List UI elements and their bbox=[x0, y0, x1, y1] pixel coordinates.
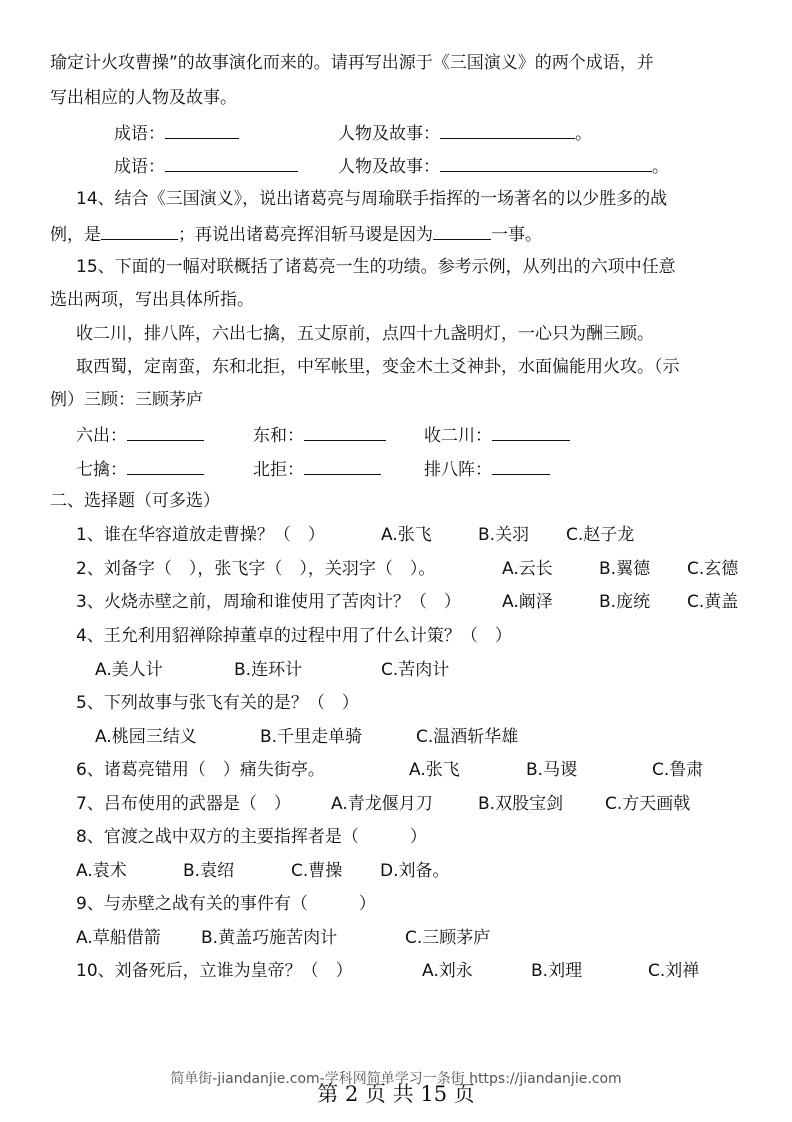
option[interactable]: A.张飞 bbox=[409, 760, 460, 780]
question-stem: 8、官渡之战中双方的主要指挥者是（ ） bbox=[76, 827, 427, 847]
label: 六出： bbox=[76, 426, 127, 446]
question-stem: 6、诸葛亮错用（ ）痛失街亭。 bbox=[76, 760, 325, 780]
text: 一事。 bbox=[491, 225, 542, 245]
option[interactable]: C.苦肉计 bbox=[381, 660, 450, 680]
option[interactable]: B.双股宝剑 bbox=[478, 794, 564, 814]
option[interactable]: B.庞统 bbox=[599, 592, 651, 612]
option[interactable]: B.连环计 bbox=[234, 660, 303, 680]
option[interactable]: C.温酒斩华雄 bbox=[416, 727, 519, 747]
label: 东和： bbox=[253, 426, 304, 446]
option[interactable]: A.青龙偃月刀 bbox=[331, 794, 433, 814]
answer-blank[interactable] bbox=[165, 154, 298, 172]
option[interactable]: B.马谡 bbox=[526, 760, 578, 780]
answer-blank[interactable] bbox=[304, 423, 386, 441]
text: 例，是 bbox=[50, 225, 101, 245]
footer-site-text: 简单街-jiandanjie.com-学科网简单学习一条街 https://jiandanjie.com bbox=[170, 1071, 622, 1087]
idiom-label: 成语： bbox=[114, 157, 165, 177]
option[interactable]: C.鲁肃 bbox=[652, 760, 704, 780]
question-15-cont: 选出两项，写出具体所指。 bbox=[50, 290, 254, 310]
option[interactable]: C.赵子龙 bbox=[566, 525, 635, 545]
fill-bazhen bbox=[424, 457, 550, 481]
option[interactable]: A.袁术 bbox=[76, 861, 127, 881]
option[interactable]: A.张飞 bbox=[381, 525, 432, 545]
couplet-line: 取西蜀，定南蛮，东和北拒，中军帐里，变金木土爻神卦，水面偏能用火攻。（示 bbox=[76, 357, 680, 377]
paragraph-line: 瑜定计火攻曹操”的故事演化而来的。请再写出源于《三国演义》的两个成语，并 bbox=[50, 53, 654, 73]
option[interactable]: A.草船借箭 bbox=[76, 928, 161, 948]
option[interactable]: B.刘理 bbox=[531, 961, 583, 981]
fill-beiju bbox=[253, 457, 381, 481]
question-stem: 2、刘备字（ ），张飞字（ ），关羽字（ ）。 bbox=[76, 559, 436, 579]
story-fill-row bbox=[338, 121, 592, 145]
answer-blank[interactable] bbox=[304, 457, 381, 475]
answer-blank[interactable] bbox=[127, 457, 204, 475]
option[interactable]: A.美人计 bbox=[95, 660, 163, 680]
option[interactable]: A.阚泽 bbox=[502, 592, 553, 612]
option[interactable]: A.桃园三结义 bbox=[95, 727, 197, 747]
fill-qiqin bbox=[76, 457, 204, 481]
question-14: 14、结合《三国演义》，说出诸葛亮与周瑜联手指挥的一场著名的以少胜多的战 bbox=[76, 189, 668, 209]
option[interactable]: B.千里走单骑 bbox=[260, 727, 363, 747]
label: 北拒： bbox=[253, 460, 304, 480]
question-stem: 10、刘备死后，立谁为皇帝？（ ） bbox=[76, 961, 353, 981]
option[interactable]: C.方天画戟 bbox=[605, 794, 691, 814]
question-stem: 9、与赤壁之战有关的事件有（ ） bbox=[76, 894, 376, 914]
idiom-label: 成语： bbox=[114, 124, 165, 144]
fill-liuchu bbox=[76, 423, 204, 447]
couplet-example: 例）三顾：三顾茅庐 bbox=[50, 390, 203, 410]
section-heading: 二、选择题（可多选） bbox=[50, 491, 220, 511]
question-15: 15、下面的一幅对联概括了诸葛亮一生的功绩。参考示例，从列出的六项中任意 bbox=[76, 257, 676, 277]
option[interactable]: C.曹操 bbox=[291, 861, 343, 881]
answer-blank[interactable] bbox=[165, 121, 239, 139]
text: ；再说出诸葛亮挥泪斩马谡是因为 bbox=[178, 225, 433, 245]
story-label: 人物及故事： bbox=[338, 157, 440, 177]
paragraph-line: 写出相应的人物及故事。 bbox=[50, 88, 237, 108]
period: 。 bbox=[575, 124, 592, 144]
question-stem: 5、下列故事与张飞有关的是？（ ） bbox=[76, 693, 359, 713]
answer-blank[interactable] bbox=[492, 457, 550, 475]
label: 收二川： bbox=[424, 426, 492, 446]
page-number: 第 2 页 共 15 页 bbox=[317, 1082, 475, 1106]
answer-blank[interactable] bbox=[101, 222, 178, 240]
option[interactable]: C.黄盖 bbox=[687, 592, 739, 612]
label: 排八阵： bbox=[424, 460, 492, 480]
answer-blank[interactable] bbox=[433, 222, 491, 240]
option[interactable]: D.刘备。 bbox=[380, 861, 450, 881]
option[interactable]: B.黄盖巧施苦肉计 bbox=[201, 928, 338, 948]
question-stem: 4、王允利用貂禅除掉董卓的过程中用了什么计策？（ ） bbox=[76, 626, 512, 646]
fill-donghe bbox=[253, 423, 386, 447]
answer-blank[interactable] bbox=[440, 154, 652, 172]
question-stem: 3、火烧赤壁之前，周瑜和谁使用了苦肉计？（ ） bbox=[76, 592, 461, 612]
fill-shouerchuan bbox=[424, 423, 570, 447]
story-label: 人物及故事： bbox=[338, 124, 440, 144]
answer-blank[interactable] bbox=[440, 121, 575, 139]
option[interactable]: C.玄德 bbox=[687, 559, 739, 579]
option[interactable]: B.袁绍 bbox=[183, 861, 235, 881]
question-stem: 1、谁在华容道放走曹操？（ ） bbox=[76, 525, 325, 545]
option[interactable]: C.三顾茅庐 bbox=[405, 928, 491, 948]
story-fill-row bbox=[338, 154, 669, 178]
answer-blank[interactable] bbox=[127, 423, 204, 441]
option[interactable]: B.关羽 bbox=[478, 525, 530, 545]
answer-blank[interactable] bbox=[492, 423, 570, 441]
idiom-fill-row bbox=[114, 121, 239, 145]
question-stem: 7、吕布使用的武器是（ ） bbox=[76, 794, 291, 814]
couplet-line: 收二川，排八阵，六出七擒，五丈原前，点四十九盏明灯，一心只为酬三顾。 bbox=[76, 324, 654, 344]
option[interactable]: B.翼德 bbox=[599, 559, 651, 579]
idiom-fill-row bbox=[114, 154, 298, 178]
option[interactable]: A.刘永 bbox=[422, 961, 473, 981]
option[interactable]: A.云长 bbox=[502, 559, 553, 579]
question-14-cont bbox=[50, 222, 542, 246]
label: 七擒： bbox=[76, 460, 127, 480]
period: 。 bbox=[652, 157, 669, 177]
option[interactable]: C.刘禅 bbox=[648, 961, 700, 981]
